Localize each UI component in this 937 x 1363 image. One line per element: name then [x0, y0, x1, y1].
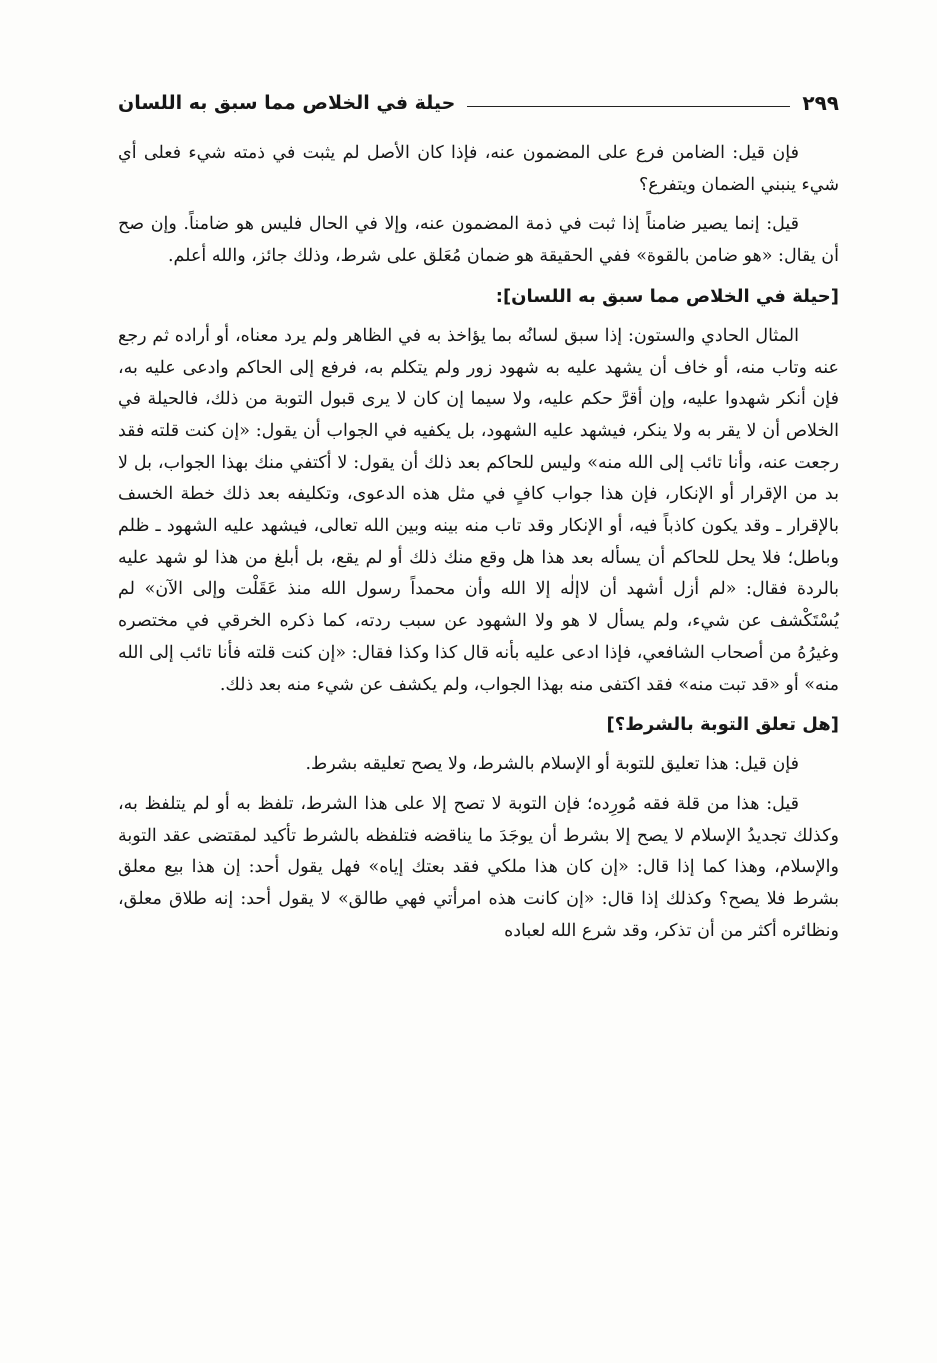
section-heading: [هل تعلق التوبة بالشرط؟] [606, 714, 839, 736]
paragraph: قيل: إنما يصير ضامناً إذا ثبت في ذمة المضمون عنه، وإلا في الحال فليس هو ضامناً. وإن صح أن يقال: «هو ضامن بالقوة» ففي الحقيقة هو ضمان مُعَلق على شرط، وذلك جائز، والله أعلم. [118, 214, 839, 267]
paragraph: فإن قيل: الضامن فرع على المضمون عنه، فإذا كان الأصل لم يثبت في ذمته شيء فعلى أي شيء ينبني الضمان ويتفرع؟ [118, 143, 839, 195]
paragraph: قيل: هذا من قلة فقه مُورِده؛ فإن التوبة لا تصح إلا على هذا الشرط، تلفظ به أو لم يتلفظ به، وكذلك تجديدُ الإسلام لا يصح إلا بشرط أن يوجَدَ ما يناقضه فتلفظه بالشرط تأكيد لمقتضى عقد التوبة والإسلام، وهذا كما إذا قال: «إن كان هذا ملكي فقد بعتك إياه» فهل يقول أحد: إن هذا بيع معلق بشرط فلا يصح؟ وكذلك إذا قال: «إن كانت هذه امرأتي فهي طالق» لا يقول أحد: إنه طلاق معلق، ونظائره أكثر من أن تذكر، وقد شرع الله لعباده [118, 793, 839, 941]
paragraph: المثال الحادي والستون: إذا سبق لسانُه بما يؤاخذ به في الظاهر ولم يرد معناه، أو أراده ثم رجع عنه وتاب منه، أو خاف أن يشهد عليه به شهود زور ولم يتكلم به، فرفع إلى الحاكم وادعى عليه به، فإن أنكر شهدوا عليه، وإن أقرَّ حكم عليه، ولا سيما إن كان لا يرى قبول التوبة من ذلك، فالحيلة في الخلاص أن لا يقر به ولا ينكر، فيشهد عليه الشهود، بل يكفيه في الجواب أن يقول: «إن كنت قلته فقد رجعت عنه، وأنا تائب إلى الله منه» وليس للحاكم بعد ذلك أن يقول: لا أكتفي منك بهذا الجواب، بل لا بد من الإقرار أو الإنكار، فإن هذا جواب كافٍ في مثل هذه الدعوى، وتكليفه بعد ذلك خطة الخسف بالإقرار ـ وقد يكون كاذباً فيه، أو الإنكار وقد تاب منه بينه وبين الله تعالى، فيشهد عليه الشهود ـ ظلم وباطل؛ فلا يحل للحاكم أن يسأله بعد هذا هل وقع منك ذلك أو لم يقع، بل أبلغ من هذا لو شهد عليه بالردة فقال: «لم أزل أشهد أن لاإلٰه إلا الله وأن محمداً رسول الله منذ عَقَلْت وإلى الآن» لم يُسْتَكْشف عن شيء، ولم يسأل لا هو ولا الشهود عن سبب ردته، كما ذكره الخرقي في مختصره وغيرُهُ من أصحاب الشافعي، فإذا ادعى عليه بأنه قال كذا وكذا فقال: «إن كنت قلته فأنا تائب إلى الله منه» أو «قد تبت منه» فقد اكتفى منه بهذا الجواب، ولم يكشف عن شيء منه بعد ذلك. [118, 325, 839, 695]
page-number: ٢٩٩ [802, 91, 839, 115]
header-rule [467, 106, 790, 107]
running-title: حيلة في الخلاص مما سبق به اللسان [118, 92, 456, 114]
paragraph: فإن قيل: هذا تعليق للتوبة أو الإسلام بالشرط، ولا يصح تعليقه بشرط. [305, 754, 799, 775]
page-body [118, 138, 839, 955]
running-header [118, 86, 839, 120]
section-heading: [حيلة في الخلاص مما سبق به اللسان]: [495, 285, 839, 307]
